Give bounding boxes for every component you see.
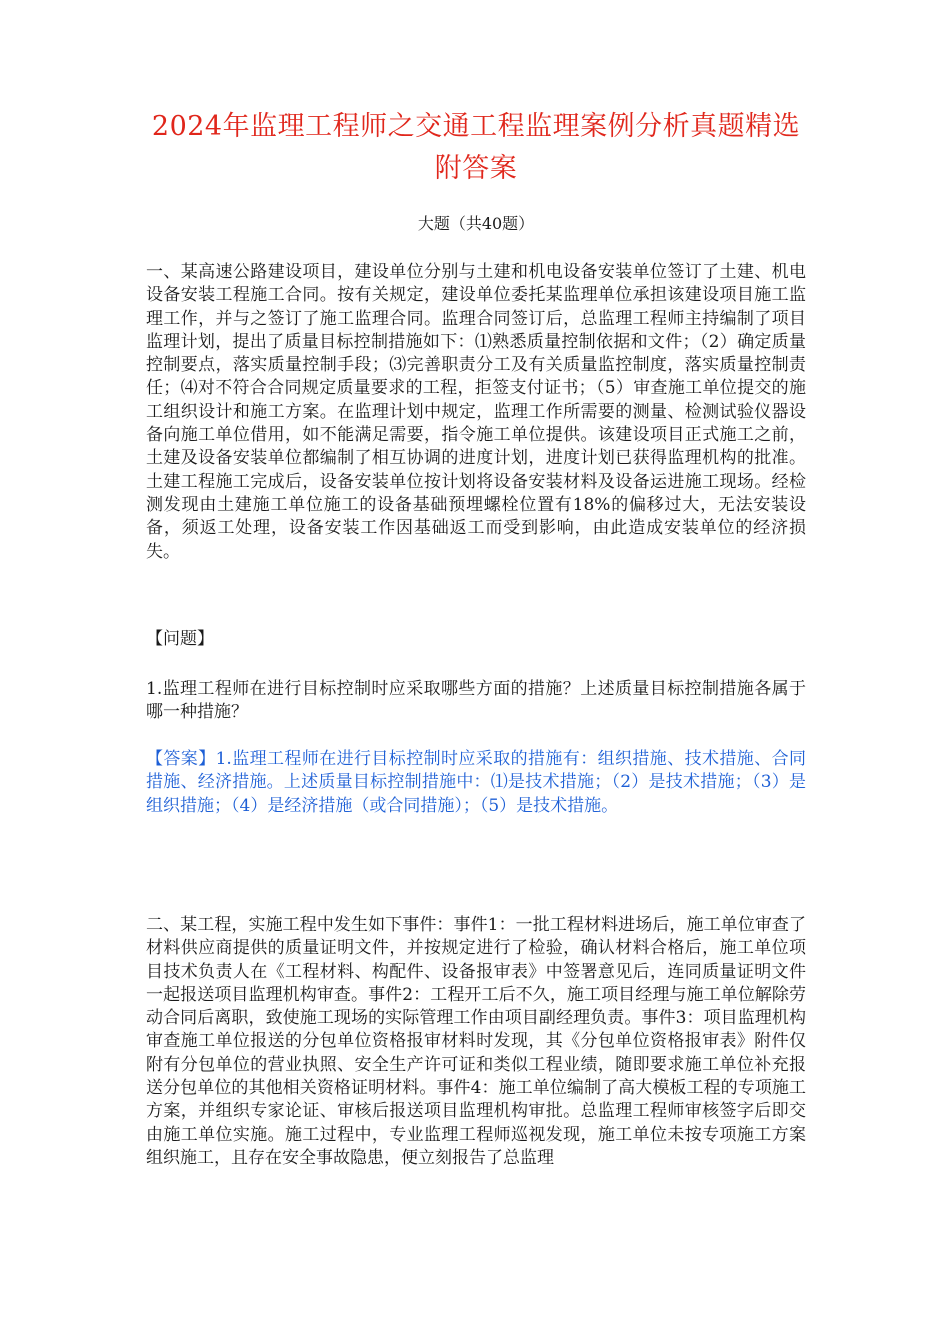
- question-1-answer: 【答案】1.监理工程师在进行目标控制时应采取的措施有：组织措施、技术措施、合同措施、经济措施。上述质量目标控制措施中：⑴是技术措施；（2）是技术措施；（3）是组织措施；（4）是经济措施（或合同措施）；（5）是技术措施。: [146, 749, 806, 816]
- question-1-tag: 【问题】: [146, 629, 214, 649]
- document-title: 2024年监理工程师之交通工程监理案例分析真题精选附答案: [151, 111, 801, 184]
- section-header: 大题（共40题）: [417, 214, 535, 233]
- question-1-body: 一、某高速公路建设项目，建设单位分别与土建和机电设备安装单位签订了土建、机电设备安装工程施工合同。按有关规定，建设单位委托某监理单位承担该建设项目施工监理工作，并与之签订了施工监理合同。监理合同签订后，总监理工程师主持编制了项目监理计划，提出了质量目标控制措施如下：⑴熟悉质量控制依据和文件；（2）确定质量控制要点，落实质量控制手段；⑶完善职责分工及有关质量监控制度，落实质量控制责任；⑷对不符合合同规定质量要求的工程，拒签支付证书；（5）审查施工单位提交的施工组织设计和施工方案。在监理计划中规定，监理工作所需要的测量、检测试验仪器设备向施工单位借用，如不能满足需要，指令施工单位提供。该建设项目正式施工之前，土建及设备安装单位都编制了相互协调的进度计划，进度计划已获得监理机构的批准。土建工程施工完成后，设备安装单位按计划将设备安装材料及设备运进施工现场。经检测发现由土建施工单位施工的设备基础预埋螺栓位置有18%的偏移过大，无法安装设备，须返工处理，设备安装工作因基础返工而受到影响，由此造成安装单位的经济损失。: [146, 262, 806, 562]
- question-2-body: 二、某工程，实施工程中发生如下事件：事件1：一批工程材料进场后，施工单位审查了材料供应商提供的质量证明文件，并按规定进行了检验，确认材料合格后，施工单位项目技术负责人在《工程材料、构配件、设备报审表》中签署意见后，连同质量证明文件一起报送项目监理机构审查。事件2：工程开工后不久，施工项目经理与施工单位解除劳动合同后离职，致使施工现场的实际管理工作由项目副经理负责。事件3：项目监理机构审查施工单位报送的分包单位资格报审材料时发现，其《分包单位资格报审表》附件仅附有分包单位的营业执照、安全生产许可证和类似工程业绩，随即要求施工单位补充报送分包单位的其他相关资格证明材料。事件4：施工单位编制了高大模板工程的专项施工方案，并组织专家论证、审核后报送项目监理机构审批。总监理工程师审核签字后即交由施工单位实施。施工过程中，专业监理工程师巡视发现，施工单位未按专项施工方案组织施工，且存在安全事故隐患，便立刻报告了总监理: [146, 915, 806, 1168]
- question-1-prompt: 1.监理工程师在进行目标控制时应采取哪些方面的措施？上述质量目标控制措施各属于哪一种措施？: [146, 679, 806, 723]
